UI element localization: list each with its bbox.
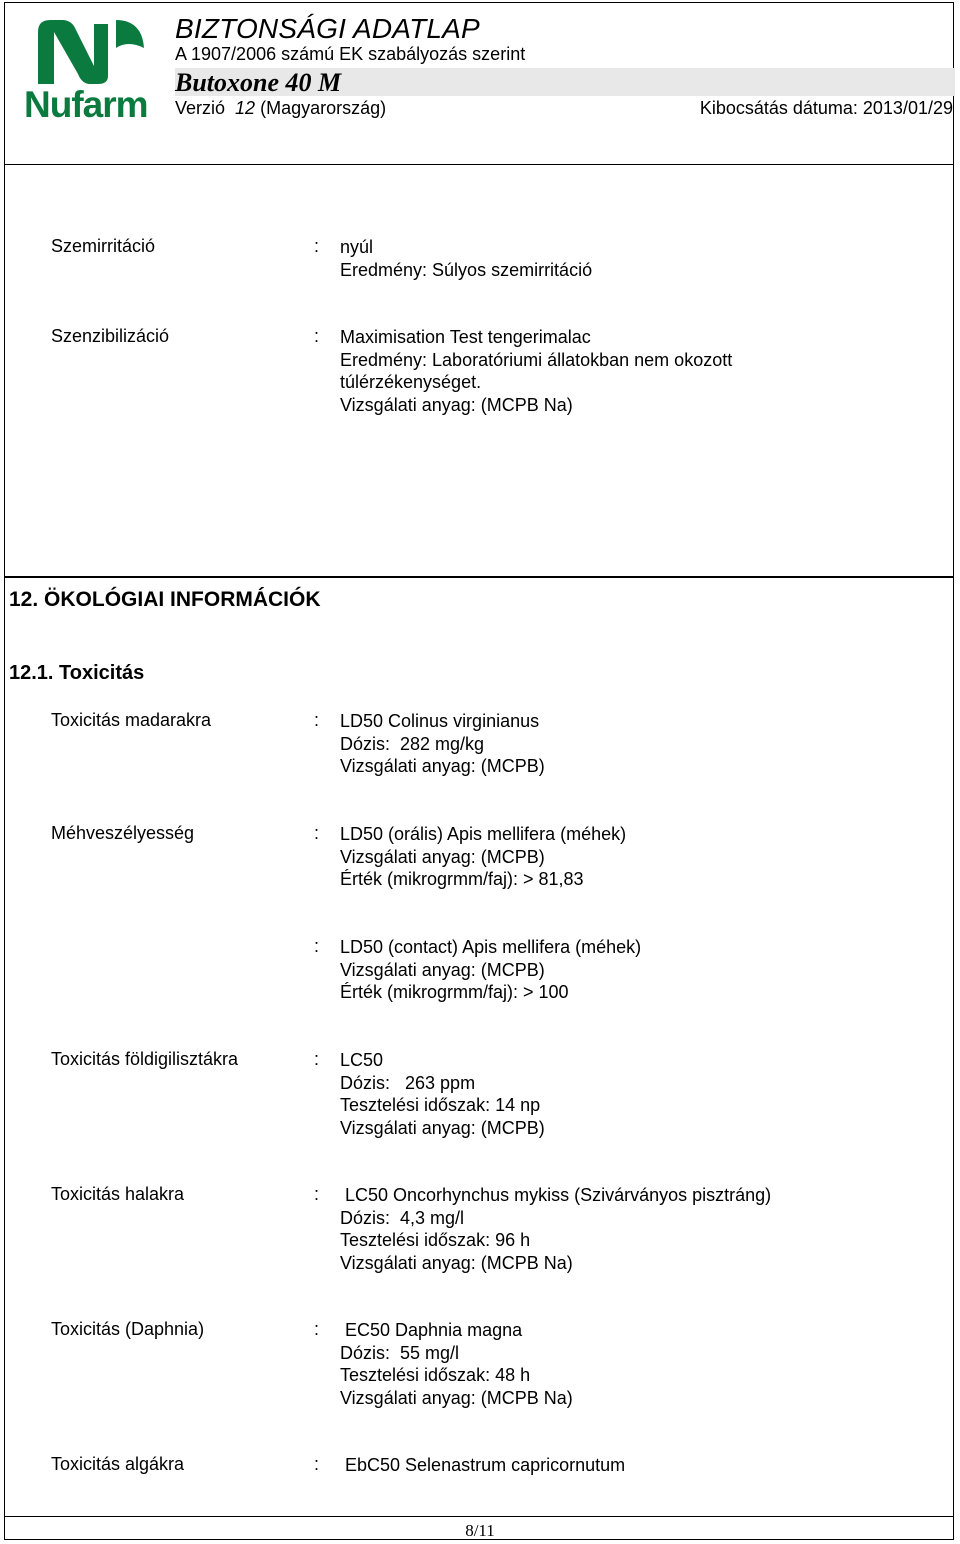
value-line: Vizsgálati anyag: (MCPB) (340, 756, 545, 777)
row-label: Szenzibilizáció (51, 326, 170, 346)
value-line: Vizsgálati anyag: (MCPB Na) (340, 394, 573, 415)
row-value (340, 1049, 545, 1139)
value-line: Vizsgálati anyag: (MCPB) (340, 846, 545, 867)
row-label: Szemirritáció (51, 236, 156, 256)
page-number: 8/11 (465, 1521, 495, 1540)
value-line: LD50 (contact) Apis mellifera (méhek) (340, 937, 642, 957)
row-colon: : (314, 1454, 320, 1474)
header-divider (4, 164, 954, 165)
value-line: Dózis: 282 mg/kg (340, 733, 485, 754)
footer-divider (4, 1516, 954, 1517)
row-colon: : (314, 326, 320, 346)
value-line: Dózis: 263 ppm (340, 1072, 476, 1093)
row-label: Méhveszélyesség (51, 823, 195, 843)
row-value (340, 1454, 625, 1477)
value-line: Maximisation Test tengerimalac (340, 327, 591, 347)
version-line (175, 98, 386, 119)
version-label: Verzió (175, 98, 226, 118)
value-line: Dózis: 4,3 mg/l (340, 1207, 465, 1228)
product-name: Butoxone 40 M (175, 68, 342, 97)
regulation-line: A 1907/2006 számú EK szabályozás szerint (175, 44, 526, 64)
row-value (340, 236, 592, 281)
row-label: Toxicitás algákra (51, 1454, 185, 1474)
value-line: Vizsgálati anyag: (MCPB) (340, 1117, 545, 1138)
value-line: nyúl (340, 237, 374, 257)
row-label: Toxicitás halakra (51, 1184, 185, 1204)
value-line: Érték (mikrogrmm/faj): > 81,83 (340, 869, 584, 890)
row-value (340, 710, 545, 778)
version-number: 12 (235, 98, 256, 118)
row-colon: : (314, 1184, 320, 1204)
row-label: Toxicitás földigilisztákra (51, 1049, 239, 1069)
section-title: 12. ÖKOLÓGIAI INFORMÁCIÓK (9, 588, 321, 611)
value-line: Érték (mikrogrmm/faj): > 100 (340, 982, 569, 1003)
value-line: túlérzékenységet. (340, 372, 482, 393)
value-line: LC50 Oncorhynchus mykiss (Szivárványos pisztráng) (340, 1185, 772, 1205)
value-line: Vizsgálati anyag: (MCPB Na) (340, 1387, 573, 1408)
document-title: BIZTONSÁGI ADATLAP (175, 13, 480, 44)
row-colon: : (314, 823, 320, 843)
row-colon: : (314, 936, 320, 956)
value-line: Vizsgálati anyag: (MCPB Na) (340, 1252, 573, 1273)
value-line: LC50 (340, 1050, 384, 1070)
value-line: EbC50 Selenastrum capricornutum (340, 1455, 626, 1475)
issue-date: Kibocsátás dátuma: 2013/01/29 (699, 98, 953, 118)
value-line: Tesztelési időszak: 96 h (340, 1230, 531, 1251)
row-value (340, 1184, 771, 1274)
row-label: Toxicitás madarakra (51, 710, 212, 730)
value-line: Eredmény: Laboratóriumi állatokban nem okozott (340, 349, 733, 370)
logo-wordmark: Nufarm (24, 84, 148, 125)
row-value (340, 326, 732, 416)
row-value (340, 936, 641, 1004)
row-colon: : (314, 710, 320, 730)
row-colon: : (314, 236, 320, 256)
value-line: EC50 Daphnia magna (340, 1320, 523, 1340)
value-line: Tesztelési időszak: 48 h (340, 1365, 531, 1386)
section-divider (4, 576, 954, 578)
row-label: Toxicitás (Daphnia) (51, 1319, 205, 1339)
row-value (340, 823, 626, 891)
value-line: Tesztelési időszak: 14 np (340, 1095, 541, 1116)
nufarm-leaf-icon (24, 14, 150, 86)
value-line: Dózis: 55 mg/l (340, 1342, 460, 1363)
row-colon: : (314, 1049, 320, 1069)
row-value (340, 1319, 573, 1409)
version-country: (Magyarország) (260, 98, 387, 118)
value-line: Eredmény: Súlyos szemirritáció (340, 259, 593, 280)
nufarm-logo (24, 14, 150, 125)
row-colon: : (314, 1319, 320, 1339)
subsection-title: 12.1. Toxicitás (9, 662, 145, 684)
value-line: Vizsgálati anyag: (MCPB) (340, 959, 545, 980)
value-line: LD50 Colinus virginianus (340, 711, 540, 731)
value-line: LD50 (orális) Apis mellifera (méhek) (340, 824, 627, 844)
